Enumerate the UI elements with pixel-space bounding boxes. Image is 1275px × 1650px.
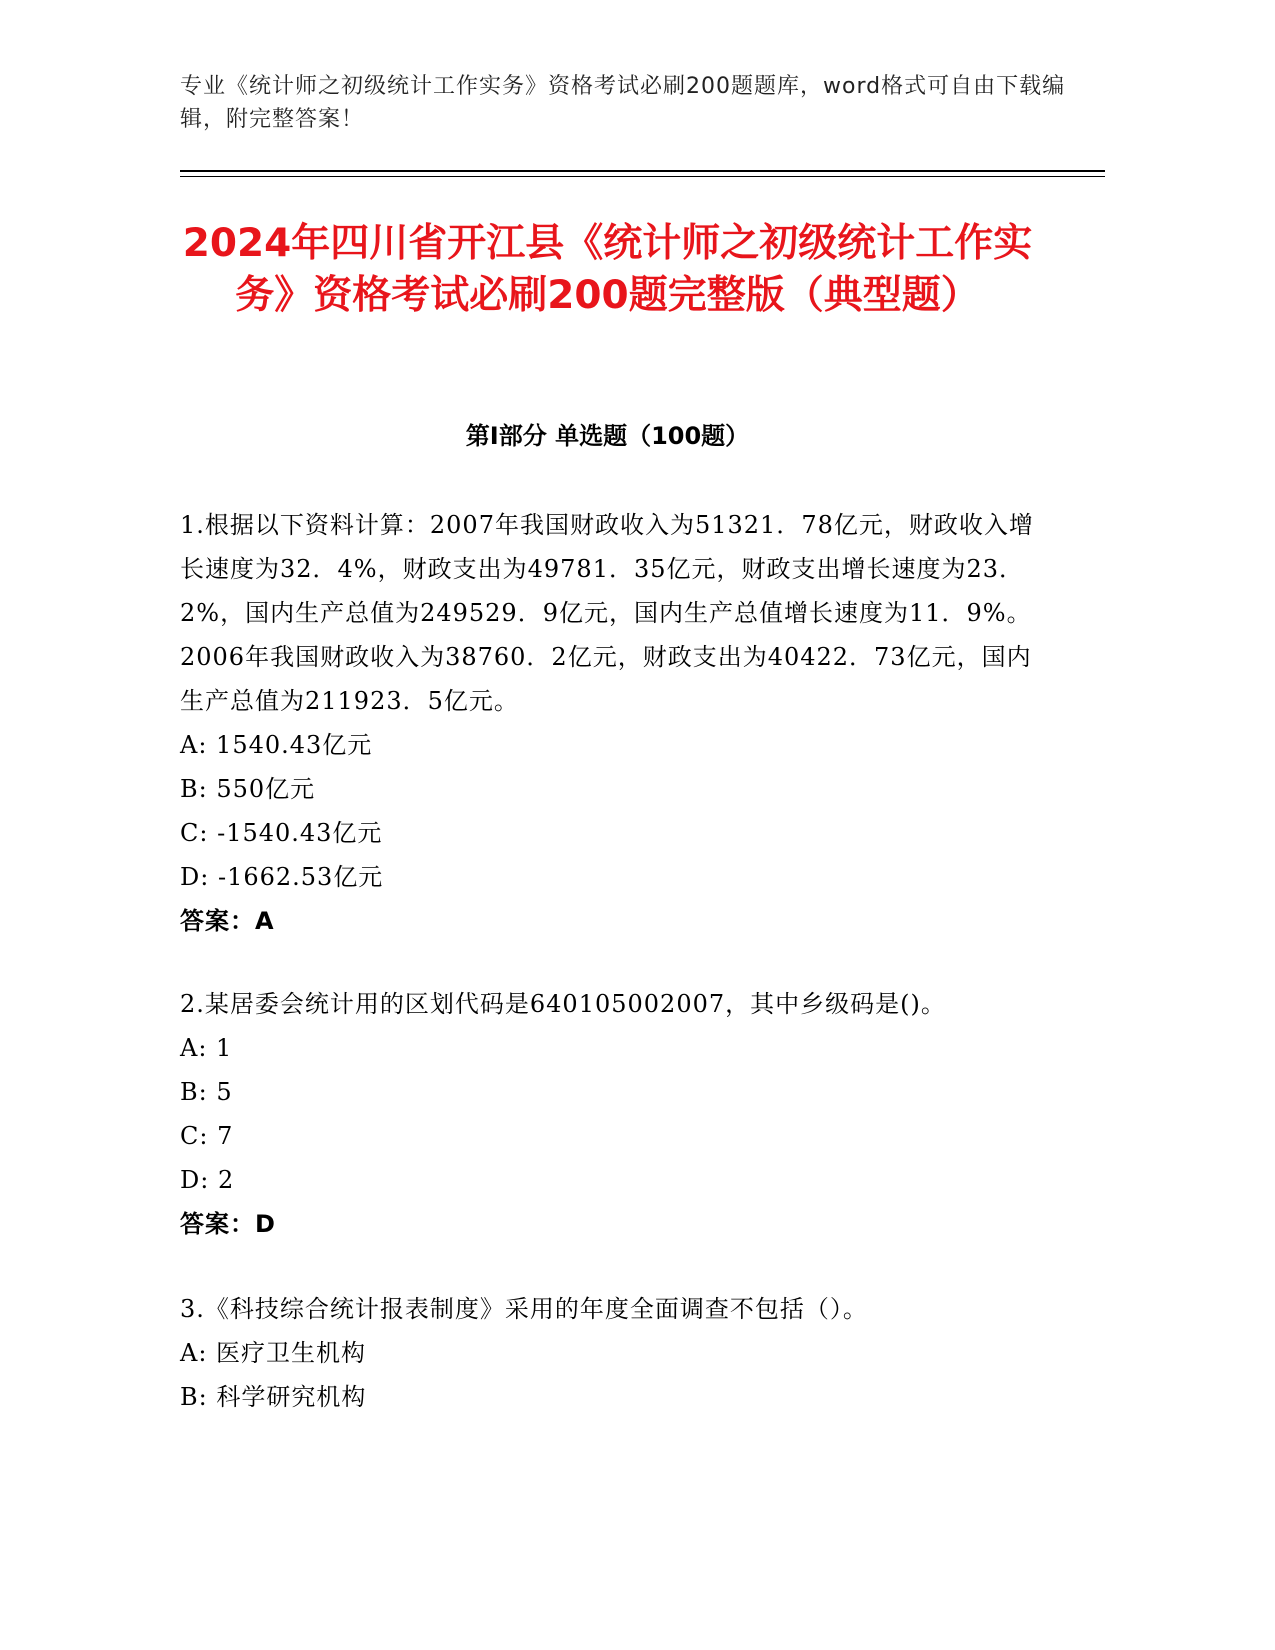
option-d: D: 2 [180, 1166, 235, 1194]
question-stem: 2.某居委会统计用的区划代码是640105002007，其中乡级码是()。 [180, 990, 946, 1018]
option-d: D: -1662.53亿元 [180, 863, 384, 891]
option-c: C: -1540.43亿元 [180, 819, 383, 847]
document-title: 2024年四川省开江县《统计师之初级统计工作实务》资格考试必刷200题完整版（典型题） [182, 221, 1033, 318]
option-b: B: 550亿元 [180, 775, 316, 803]
question-2 [180, 982, 1050, 1246]
option-a: A: 1 [180, 1034, 233, 1062]
question-1 [180, 503, 1050, 943]
option-b: B: 5 [180, 1078, 233, 1106]
header-note: 专业《统计师之初级统计工作实务》资格考试必刷200题题库，word格式可自由下载编辑，附完整答案！ [180, 74, 1066, 132]
option-b: B: 科学研究机构 [180, 1383, 367, 1411]
option-a: A: 1540.43亿元 [180, 731, 373, 759]
answer: 答案：D [180, 1210, 276, 1238]
option-a: A: 医疗卫生机构 [180, 1339, 367, 1367]
header-divider-thin [180, 176, 1105, 177]
section-title: 第I部分 单选题（100题） [465, 422, 750, 450]
question-stem: 3.《科技综合统计报表制度》采用的年度全面调查不包括（）。 [180, 1295, 868, 1323]
question-stem: 1.根据以下资料计算：2007年我国财政收入为51321．78亿元，财政收入增长速度为32．4%，财政支出为49781．35亿元，财政支出增长速度为23．2%，国内生产总值为249529．9亿元，国内生产总值增长速度为11．9%。2006年我国财政收入为38760．2亿元，财政支出为40422．73亿元，国内生产总值为211923．5亿元。 [180, 511, 1034, 715]
question-3 [180, 1287, 1050, 1419]
option-c: C: 7 [180, 1122, 234, 1150]
header-divider-thick [180, 170, 1105, 172]
answer: 答案：A [180, 907, 275, 935]
